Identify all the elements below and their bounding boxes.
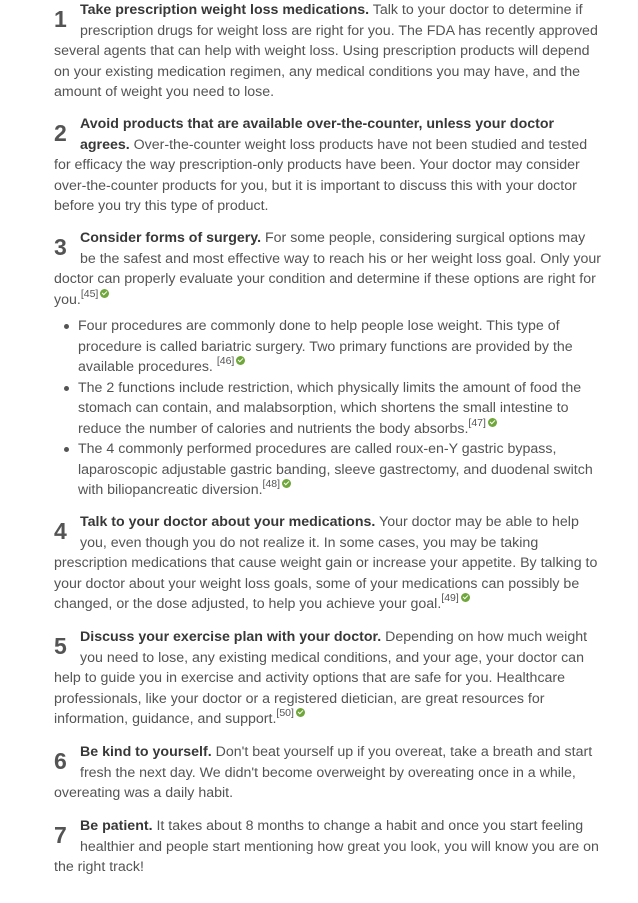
list-item (60, 439, 600, 501)
step-heading: Discuss your exercise plan with your doctor. (80, 629, 382, 645)
step-body: Depending on how much weight you need to lose, any existing medical conditions, and your age, your doctor can help to guide you in exercise and activity options that are safe for you. Healthcare professionals, like your doctor or a registered dietician, are great resources for information, guidance, and support. (54, 629, 588, 727)
step-number: 1 (54, 6, 67, 32)
list-item (60, 378, 600, 440)
verified-check-icon (282, 479, 291, 488)
bullet-text: Four procedures are commonly done to help people lose weight. This type of procedure is called bariatric surgery. Two primary functions are provided by the available procedures. (78, 318, 573, 375)
step-body: Don't beat yourself up if you overeat, take a breath and start fresh the next day. We didn't become overweight by overeating once in a while, overeating was a daily habit. (54, 744, 593, 801)
citation-link[interactable]: [50] (276, 707, 294, 720)
step-body: Over-the-counter weight loss products have not been studied and tested for efficacy the way prescription-only products have been. Your doctor may consider over-the-counter products for you, but it is important to discuss this with your doctor before you try this type of product. (54, 136, 588, 214)
citation-link[interactable]: [47] (468, 416, 486, 429)
step-body: For some people, considering surgical options may be the safest and most effective way to reach his or her weight loss goal. Only your doctor can properly evaluate your condition and determine if these options are right for you. (54, 230, 602, 308)
step-number: 4 (54, 518, 67, 544)
step-body: It takes about 8 months to change a habit and once you start feeling healthier and people start mentioning how great you look, you will know you are on the right track! (54, 818, 599, 875)
step-heading: Consider forms of surgery. (80, 230, 262, 246)
surgery-bullet-list (60, 316, 600, 501)
step-number: 5 (54, 633, 67, 659)
step-number: 3 (54, 234, 67, 260)
citation-link[interactable]: [45] (80, 287, 99, 300)
step-4 (54, 512, 602, 615)
step-5 (54, 627, 602, 730)
bullet-text: The 4 commonly performed procedures are called roux-en-Y gastric bypass, laparoscopic adjustable gastric banding, sleeve gastrectomy, and duodenal switch with biliopancreatic diversion. (78, 441, 593, 498)
verified-check-icon (488, 418, 497, 427)
verified-check-icon (461, 593, 470, 602)
step-number: 2 (54, 120, 67, 146)
step-1 (54, 0, 602, 103)
step-heading: Be kind to yourself. (80, 744, 212, 760)
step-body: Talk to your doctor to determine if prescription drugs for weight loss are right for you. The FDA has recently approved several agents that can help with weight loss. Using prescription products will depend on your existing medication regimen, any medical conditions you may have, and the amount of weight you need to lose. (54, 2, 598, 100)
step-heading: Take prescription weight loss medications. (80, 2, 370, 18)
citation-link[interactable]: [48] (262, 478, 281, 491)
step-heading: Talk to your doctor about your medications. (80, 514, 376, 530)
step-6 (54, 742, 602, 804)
bullet-text: The 2 functions include restriction, which physically limits the amount of food the stomach can contain, and malabsorption, which shortens the small intestine to reduce the number of calories and nutrients the body absorbs. (78, 379, 582, 437)
citation-link[interactable]: [46] (216, 355, 235, 368)
step-heading: Be patient. (80, 818, 153, 834)
verified-check-icon (236, 356, 245, 365)
step-3 (54, 228, 602, 310)
citation-link[interactable]: [49] (441, 592, 459, 605)
step-7 (54, 816, 602, 878)
step-body: Your doctor may be able to help you, even though you do not realize it. In some cases, you may be taking prescription medications that cause weight gain or increase your appetite. By talking to your doctor about your weight loss goals, some of your medications can possibly be changed, or the dose adjusted, to help you achieve your goal. (54, 514, 598, 612)
step-2 (54, 114, 602, 217)
verified-check-icon (296, 708, 305, 717)
step-number: 7 (54, 822, 67, 848)
list-item (60, 316, 600, 378)
step-heading: Avoid products that are available over-the-counter, unless your doctor agrees. (80, 116, 555, 153)
verified-check-icon (100, 289, 109, 298)
step-number: 6 (54, 748, 67, 774)
